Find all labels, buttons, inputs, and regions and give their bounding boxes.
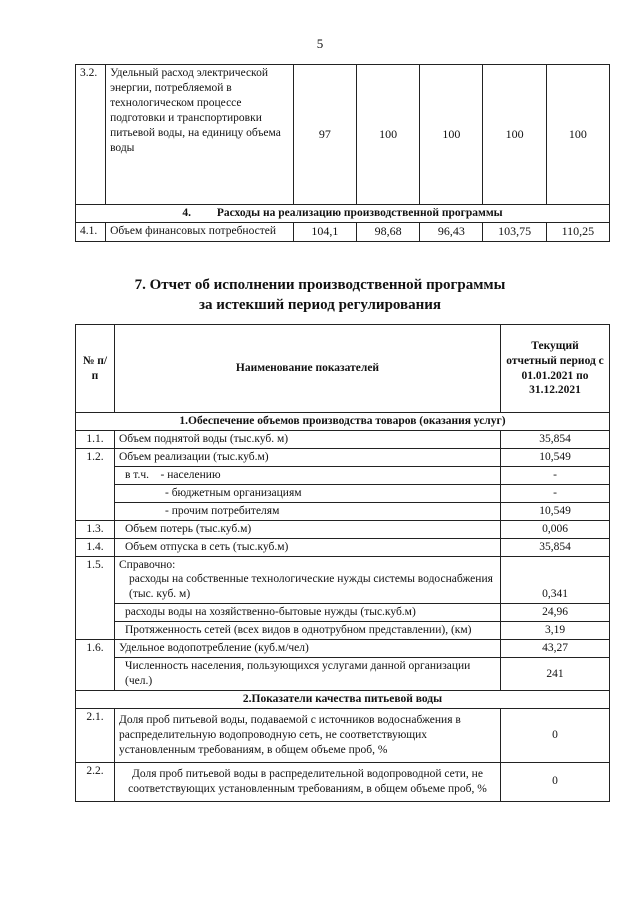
- row-value: 104,1: [293, 222, 356, 241]
- row-value: 0,006: [501, 520, 610, 538]
- row-number: 2.2.: [76, 762, 115, 801]
- row-name: Удельный расход электрической энергии, потребляемой в технологическом процессе подготовки и транспортировки питьевой воды, на единицу объема воды: [106, 65, 294, 205]
- table-row: [76, 762, 610, 801]
- header-name: Наименование показателей: [115, 325, 501, 413]
- row-name: Численность населения, пользующихся услугами данной организации (чел.): [115, 658, 501, 691]
- row-value: 3,19: [501, 622, 610, 640]
- section-heading: [0, 276, 640, 315]
- row-name: Объем потерь (тыс.куб.м): [115, 520, 501, 538]
- row-name: расходы воды на хозяйственно-бытовые нужды (тыс.куб.м): [115, 604, 501, 622]
- table-row: [76, 640, 610, 658]
- table-row: [76, 466, 610, 484]
- row-number: 2.1.: [76, 708, 115, 762]
- section-row: [76, 691, 610, 709]
- row-value: 0: [501, 708, 610, 762]
- row-name: Объем финансовых потребностей: [106, 222, 294, 241]
- row-value: 100: [546, 65, 609, 205]
- row-prefix: в т.ч.: [125, 468, 149, 481]
- section-row: [76, 413, 610, 431]
- row-value: -: [501, 466, 610, 484]
- row-value: 0: [501, 762, 610, 801]
- row-label: Справочно:: [119, 558, 176, 571]
- row-number: 1.3.: [76, 520, 115, 538]
- table-row: [76, 430, 610, 448]
- heading-line-1: 7. Отчет об исполнении производственной программы: [134, 277, 506, 293]
- section-number: 4.: [182, 207, 191, 219]
- table-row: [76, 622, 610, 640]
- row-value: 35,854: [501, 538, 610, 556]
- row-number: 1.2.: [76, 448, 115, 520]
- header-number: № п/п: [76, 325, 115, 413]
- row-value: 98,68: [356, 222, 419, 241]
- table-row: [76, 556, 610, 604]
- table-row: [76, 502, 610, 520]
- header-period: Текущий отчетный период с 01.01.2021 по 31.12.2021: [501, 325, 610, 413]
- row-name: Объем реализации (тыс.куб.м): [115, 448, 501, 466]
- table-row: [76, 520, 610, 538]
- row-name: Объем отпуска в сеть (тыс.куб.м): [115, 538, 501, 556]
- indicators-table-continued: [75, 64, 610, 242]
- row-number: 1.4.: [76, 538, 115, 556]
- table-row: [76, 604, 610, 622]
- row-value: 96,43: [420, 222, 483, 241]
- row-value: 24,96: [501, 604, 610, 622]
- row-value: 97: [293, 65, 356, 205]
- row-name: Протяженность сетей (всех видов в однотрубном представлении), (км): [115, 622, 501, 640]
- row-subname: - населению: [160, 468, 221, 481]
- row-value: -: [501, 484, 610, 502]
- section-row: [76, 205, 610, 223]
- row-value: 0,341: [501, 556, 610, 604]
- table-row: [76, 448, 610, 466]
- row-value: 43,27: [501, 640, 610, 658]
- heading-line-2: за истекший период регулирования: [198, 296, 442, 313]
- row-value: 241: [501, 658, 610, 691]
- row-name: - бюджетным организациям: [115, 484, 501, 502]
- row-name: - прочим потребителям: [115, 502, 501, 520]
- row-number: 1.5.: [76, 556, 115, 640]
- page-number: 5: [316, 36, 324, 51]
- table-row: [76, 658, 610, 691]
- row-name: Доля проб питьевой воды, подаваемой с источников водоснабжения в распределительную водопроводную сеть, не соответствующих установленным требованиям, в общем объеме проб, %: [115, 708, 501, 762]
- row-number: 1.6.: [76, 640, 115, 691]
- report-table: [75, 324, 610, 802]
- row-name: Объем поднятой воды (тыс.куб. м): [115, 430, 501, 448]
- row-value: 100: [483, 65, 546, 205]
- section-1-heading: 1.Обеспечение объемов производства товаров (оказания услуг): [76, 413, 610, 431]
- table-row: [76, 222, 610, 241]
- row-value: 35,854: [501, 430, 610, 448]
- table-row: [76, 484, 610, 502]
- table-row: [76, 65, 610, 205]
- row-number: 1.1.: [76, 430, 115, 448]
- header-row: [76, 325, 610, 413]
- table-row: [76, 708, 610, 762]
- row-value: 110,25: [546, 222, 609, 241]
- section-title: Расходы на реализацию производственной программы: [216, 207, 503, 219]
- row-name: [115, 556, 501, 604]
- row-value: 10,549: [501, 502, 610, 520]
- row-number: 4.1.: [76, 222, 106, 241]
- row-value: 100: [420, 65, 483, 205]
- section-4-heading: [76, 205, 610, 223]
- section-2-heading: 2.Показатели качества питьевой воды: [76, 691, 610, 709]
- row-subname: расходы на собственные технологические нужды системы водоснабжения (тыс. куб. м): [129, 573, 493, 601]
- row-name: Удельное водопотребление (куб.м/чел): [115, 640, 501, 658]
- row-value: 100: [356, 65, 419, 205]
- row-number: 3.2.: [76, 65, 106, 205]
- row-value: 103,75: [483, 222, 546, 241]
- row-name: [115, 466, 501, 484]
- table-row: [76, 538, 610, 556]
- row-name: Доля проб питьевой воды в распределительной водопроводной сети, не соответствующих установленным требованиям, в общем объеме проб, %: [115, 762, 501, 801]
- row-value: 10,549: [501, 448, 610, 466]
